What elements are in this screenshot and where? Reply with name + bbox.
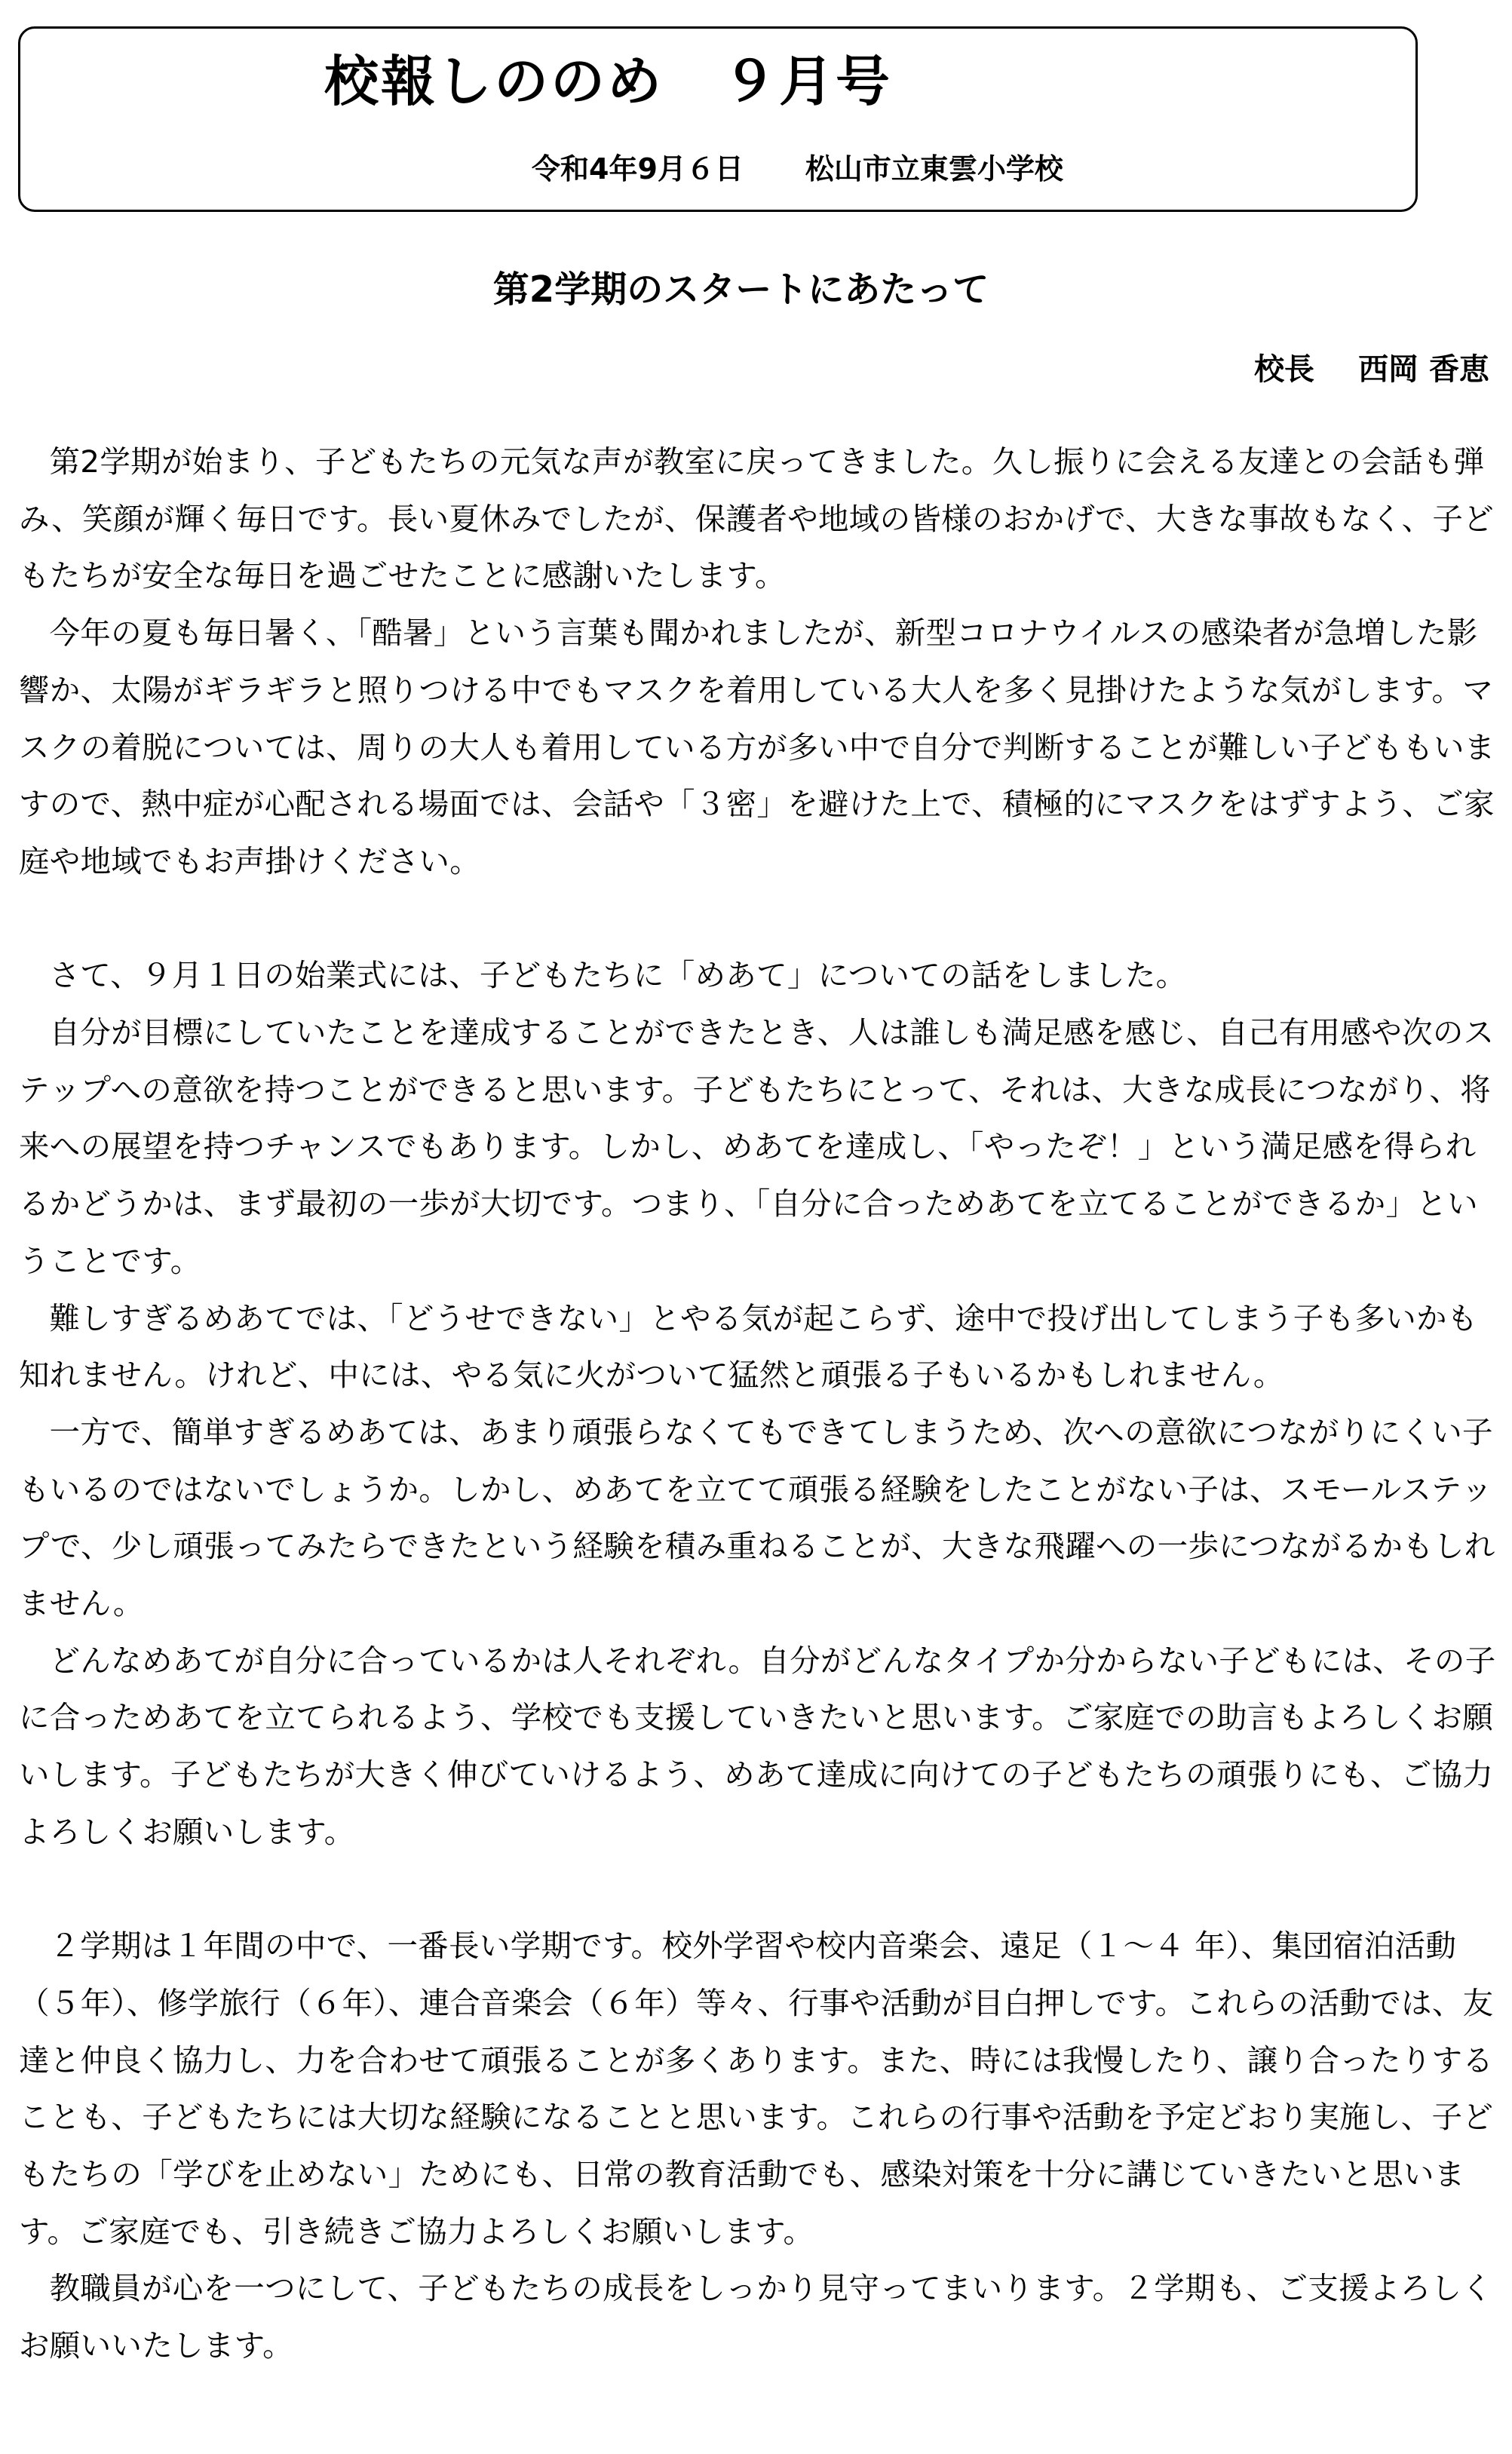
- issue-info: [532, 152, 1063, 186]
- author-role: 校長: [1254, 352, 1315, 387]
- paragraph: 一方で、簡単すぎるめあては、あまり頑張らなくてもできてしまうため、次への意欲につながりにくい子もいるのではないでしょうか。しかし、めあてを立てて頑張る経験をしたことがない子は、スモールステップで、少し頑張ってみたらできたという経験を積み重ねることが、大きな飛躍への一歩につながるかもしれません。: [19, 1413, 1495, 1622]
- paragraph-spacer: [19, 891, 1498, 948]
- article-author: [1254, 354, 1489, 385]
- newsletter-name: 校報しののめ: [324, 50, 664, 113]
- paragraph: 第2学期が始まり、子どもたちの元気な声が教室に戻ってきました。久し振りに会える友達との会話も弾み、笑顔が輝く毎日です。長い夏休みでしたが、保護者や地域の皆様のおかげで、大きな事故もなく、子どもたちが安全な毎日を過ごせたことに感謝いたします。: [19, 443, 1494, 594]
- paragraph: ２学期は１年間の中で、一番長い学期です。校外学習や校内音楽会、遠足（１～４ 年）、集団宿泊活動（５年）、修学旅行（６年）、連合音楽会（６年）等々、行事や活動が目白押しです。これらの活動では、友達と仲良く協力し、力を合わせて頑張ることが多くあります。また、時には我慢したり、譲り合ったりすることも、子どもたちには大切な経験になることと思います。これらの行事や活動を予定どおり実施し、子どもたちの「学びを止めない」ためにも、日常の教育活動でも、感染対策を十分に講じていきたいと思います。ご家庭でも、引き続きご協力よろしくお願いします。: [19, 1928, 1494, 2250]
- paragraph: 今年の夏も毎日暑く、「酷暑」という言葉も聞かれましたが、新型コロナウイルスの感染者が急増した影響か、太陽がギラギラと照りつける中でもマスクを着用している大人を多く見掛けたような気がします。マスクの着脱については、周りの大人も着用している方が多い中で自分で判断することが難しい子どももいますので、熱中症が心配される場面では、会話や「３密」を避けた上で、積極的にマスクをはずすよう、ご家庭や地域でもお声掛けください。: [19, 615, 1495, 879]
- paragraph-spacer: [19, 1861, 1498, 1919]
- newsletter-title: [324, 50, 893, 113]
- school-name: 松山市立東雲小学校: [805, 152, 1063, 186]
- paragraph: さて、９月１日の始業式には、子どもたちに「めあて」についての話をしました。: [49, 957, 1187, 994]
- issue-date: 令和4年9月６日: [532, 152, 744, 186]
- article-title: 第2学期のスタートにあたって: [492, 268, 989, 311]
- paragraph: 自分が目標にしていたことを達成することができたとき、人は誰しも満足感を感じ、自己有用感や次のステップへの意欲を持つことができると思います。子どもたちにとって、それは、大きな成長につながり、将来への展望を持つチャンスでもあります。しかし、めあてを達成し、「やったぞ！」という満足感を得られるかどうかは、まず最初の一歩が大切です。つまり、「自分に合っためあてを立てることができるか」ということです。: [19, 1014, 1495, 1279]
- paragraph: 難しすぎるめあてでは、「どうせできない」とやる気が起こらず、途中で投げ出してしまう子も多いかも知れません。けれど、中には、やる気に火がついて猛然と頑張る子もいるかもしれません。: [19, 1299, 1478, 1394]
- paragraph: 教職員が心を一つにして、子どもたちの成長をしっかり見守ってまいります。２学期も、ご支援よろしくお願いいたします。: [19, 2270, 1493, 2364]
- article-body: [19, 434, 1498, 2375]
- author-name: 西岡 香恵: [1358, 352, 1489, 387]
- issue-month: ９月号: [722, 50, 893, 113]
- paragraph: どんなめあてが自分に合っているかは人それぞれ。自分がどんなタイプか分からない子どもには、その子に合っためあてを立てられるよう、学校でも支援していきたいと思います。ご家庭での助言もよろしくお願いします。子どもたちが大きく伸びていけるよう、めあて達成に向けての子どもたちの頑張りにも、ご協力よろしくお願いします。: [19, 1642, 1496, 1850]
